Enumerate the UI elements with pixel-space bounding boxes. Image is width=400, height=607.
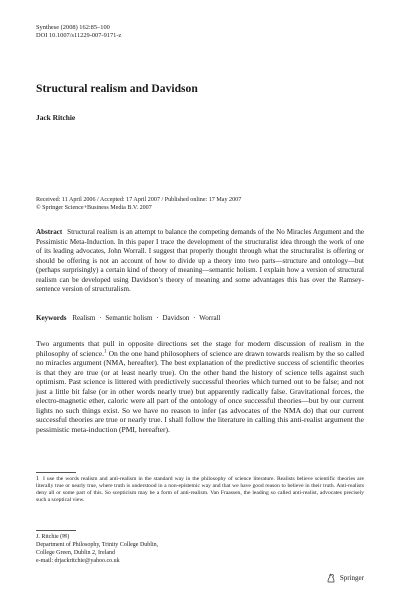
- abstract-label: Abstract: [36, 228, 63, 236]
- author-affiliation: [36, 533, 158, 565]
- affiliation-department: Department of Philosophy, Trinity College Dublin,: [36, 542, 159, 549]
- footnote-divider: [36, 472, 76, 473]
- footnote-text: I use the words realism and anti-realism in the standard way in the philosophy of science literature. Realists believe scientific theories are literally true or nearly true, where truth is understood in a non-epistemic way and that we have good reason to believe in their truth. Anti-realists deny all or some part of this. So scepticism may be a form of anti-realism. Van Fraassen, the leading so called anti-realist, advocates precisely such a sceptical view.: [36, 476, 364, 504]
- abstract: [36, 228, 364, 295]
- keyword-item: Davidson: [162, 314, 190, 322]
- springer-horse-icon: [325, 572, 337, 584]
- body-text-continued: On the one hand philosophers of science are drawn towards realism by the so called no miracles argument (NMA, hereafter). The best explanation of the predictive success of scientific theories is that they are true (or at least nearly true). On the other hand the history of science tells against such optimism. Past science is littered with predictively successful theories which turned out to be false; and not just a little bit false (or in other words nearly true) but apparently radically false. Gravitational forces, the electro-magnetic ether, caloric were all part of the ontology of once successful theories—but by our current lights no such things exist. So we have no reason to infer (as advocates of the NMA do) that our current successful theories are true or nearly true. I shall follow the literature in calling this anti-realist argument the pessimistic meta-induction (PMI, hereafter).: [36, 348, 365, 434]
- affiliation-name: J. Ritchie (✉): [36, 534, 70, 540]
- journal-citation: Synthese (2008) 162:85–100: [36, 24, 110, 31]
- affiliation-divider: [36, 530, 76, 531]
- affiliation-address: College Green, Dublin 2, Ireland: [36, 550, 115, 557]
- keyword-separator: ·: [99, 314, 102, 322]
- doi: DOI 10.1007/s11229-007-9171-z: [36, 32, 122, 39]
- keyword-item: Realism: [72, 314, 96, 322]
- footnote-number: 1: [36, 476, 39, 482]
- paper-title: Structural realism and Davidson: [36, 82, 198, 95]
- keyword-separator: ·: [193, 314, 196, 322]
- affiliation-email[interactable]: e-mail: drjackritchie@yahoo.co.uk: [36, 558, 120, 565]
- publication-history: Received: 11 April 2006 / Accepted: 17 April 2007 / Published online: 17 May 2007: [36, 197, 242, 203]
- keywords-label: Keywords: [36, 314, 67, 322]
- body-paragraph: [36, 339, 364, 434]
- keywords: [36, 314, 221, 324]
- body-text-start: Two arguments that pull in opposite directions set the stage for modern discussion of realism in the philosophy of science.: [36, 339, 364, 358]
- keyword-item: Worrall: [199, 314, 221, 322]
- keyword-separator: ·: [156, 314, 159, 322]
- journal-header: [36, 24, 121, 40]
- footnote: [36, 476, 364, 504]
- footnote-reference[interactable]: 1: [104, 348, 107, 354]
- author-name: Jack Ritchie: [36, 113, 76, 122]
- copyright-notice: © Springer Science+Business Media B.V. 2007: [36, 205, 152, 212]
- publisher-logo: [325, 572, 364, 584]
- publication-dates: [36, 196, 241, 213]
- publisher-name: Springer: [339, 574, 364, 582]
- abstract-text: Structural realism is an attempt to balance the competing demands of the No Miracles Argument and the Pessimistic Meta-Induction. In this paper I trace the development of the structuralist idea through the work of one of its leading advocates, John Worrall. I suggest that properly thought through what the structuralist is offering or should be offering is not an account of how to divide up a theory into two parts—structure and ontology—but (perhaps surprisingly) a certain kind of theory of meaning—semantic holism. I explain how a version of structural realism can be developed using Davidson’s theory of meaning and some advantages this has over the Ramsey-sentence version of structuralism.: [36, 228, 364, 293]
- keyword-item: Semantic holism: [105, 314, 153, 322]
